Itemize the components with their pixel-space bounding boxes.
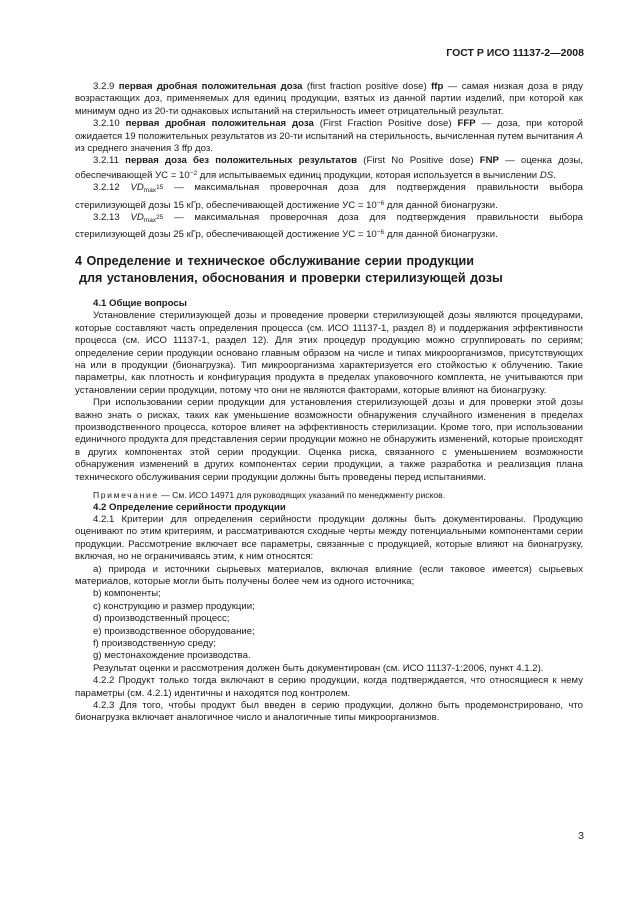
paragraph: 4.2.2 Продукт только тогда включают в серию продукции, когда подтверждается, что относящиеся к нему параметры (см. 4.2.1) идентичны и находятся под контролем. <box>75 675 583 699</box>
definition-number: 3.2.10 <box>93 118 126 130</box>
definition-number: 3.2.12 <box>93 182 131 194</box>
note <box>75 489 583 501</box>
vd-sub-value: 15 <box>156 184 164 192</box>
definition-text: . <box>553 169 556 181</box>
definition-variable: A <box>576 130 583 142</box>
definition-text: для данной бионагрузки. <box>384 229 498 241</box>
paragraph: Установление стерилизующей дозы и проведение проверки стерилизующей дозы являются процедурами, которые составляют часть определения процесса (см. ИСО 11137-1, раздел 8) и поддержания эффективности процесса (см. ИСО 11137-1, раздел 12). Для этих процедур продукцию можно сгруппировать по сериям; определение серии продукции основано главным образом на числе и типах микроорганизмов, присутствующих на или в продукции (бионагрузка). Тип микроорганизма характеризуется его стойкостью к облучению. Такие параметры, как плотность и конфигурация продукта в пределах упаковочного комплекта, не учитываются при установлении серии продукции, потому что они не являются факторами, которые влияют на бионагрузку. <box>75 310 583 396</box>
paragraph: 4.2.1 Критерии для определения серийности продукции должны быть документированы. Продукцию оценивают по этим критериям, и рассматриваются сходные черты между потенциальными компонентами серии продукции. Рассмотрение включает все параметры, связанные с продукцией, которые влияют на бионагрузку, включая, но не ограничиваясь этим, к ним относятся: <box>75 513 583 563</box>
section-4-title <box>75 253 583 287</box>
list-item: g) местонахождение производства. <box>93 650 251 662</box>
definition-term: первая дробная положительная доза <box>118 81 303 92</box>
definition-term: первая доза без положительных результатов <box>125 155 358 167</box>
list-item: d) производственный процесс; <box>93 613 230 625</box>
definition-variable: DS <box>539 169 554 181</box>
definition-text: — максимальная проверочная доза для подтверждения правильности выбора стерилизующей дозы 25 кГр, обеспечивающей достижение УС = 10 <box>75 212 583 241</box>
definition-3-2-11 <box>75 155 583 182</box>
document-header: ГОСТ Р ИСО 11137-2—2008 <box>446 47 584 59</box>
definition-text: для испытываемых единиц продукции, которая используется в вычислении <box>197 169 540 181</box>
subsection-4-2-heading: 4.2 Определение серийности продукции <box>93 501 286 513</box>
definition-number: 3.2.13 <box>93 212 131 224</box>
paragraph: При использовании серии продукции для установления стерилизующей дозы и для проверки этой дозы важно знать о рисках, таких как уменьшение возможности обнаружения случайного изменения в пределах производственного процесса, которое влияет на эффективность стерилизации. Кроме того, при использовании единичного продукта для представления серии продукции можно не обнаружить изменений, которые происходят в других компонентах этой серии продукции. Оценка риска, связанного с уменьшением возможности обнаружения изменений в других компонентах серии продукции, а также разработка и реализация плана технического обслуживания серии продукции должны быть проведены перед испытаниями. <box>75 397 583 483</box>
definition-3-2-12 <box>75 182 583 212</box>
definition-3-2-10 <box>75 118 583 155</box>
exponent: −6 <box>376 199 385 207</box>
note-label: Примечание <box>93 490 159 501</box>
note-text: — См. ИСО 14971 для руководящих указаний по менеджменту рисков. <box>158 490 446 501</box>
definition-term: первая дробная положительная доза <box>125 118 314 130</box>
vd-subscript <box>143 184 164 195</box>
definition-text: — оценка дозы, обеспечивающей УС = 10 <box>75 155 583 181</box>
vd-symbol: VD <box>130 212 144 224</box>
definition-abbr: FNP <box>479 155 499 167</box>
definition-text: — доза, при которой ожидается 19 положительных результатов из 20-ти испытаний на стерильность, вычисленная путем вычитания <box>75 118 584 142</box>
vd-subscript <box>143 214 164 225</box>
paragraph: 4.2.3 Для того, чтобы продукт был введен в серию продукции, должно быть продемонстрировано, что бионагрузка включает аналогичное число и аналогичные типы микроорганизмов. <box>75 700 583 724</box>
section-title-line-2: для установления, обоснования и проверки стерилизующей дозы <box>79 271 503 285</box>
definition-text: — самая низкая доза в ряду возрастающих доз, применяемых для единиц продукции, взятых из данной партии изделий, при которой как минимум одно из 20-ти однаковых испытаний на стерильность имеет отрицательный результат. <box>75 81 583 117</box>
list-item: c) конструкцию и размер продукции; <box>93 600 255 612</box>
exponent: −6 <box>376 229 385 237</box>
definition-text: для данной бионагрузки. <box>384 199 498 211</box>
definition-3-2-9 <box>75 81 583 118</box>
paragraph: Результат оценки и рассмотрения должен быть документирован (см. ИСО 11137-1:2006, пункт 4.1.2). <box>93 662 544 674</box>
list-item: e) производственное оборудование; <box>93 625 255 637</box>
subsection-4-1-heading: 4.1 Общие вопросы <box>93 298 187 309</box>
definition-abbr: ffp <box>431 81 444 92</box>
definition-number: 3.2.9 <box>93 81 119 92</box>
definition-text: — максимальная проверочная доза для подтверждения правильности выбора стерилизующей дозы 15 кГр, обеспечивающей достижение УС = 10 <box>75 182 583 211</box>
definition-abbr: FFP <box>457 118 476 130</box>
vd-sub-value: 25 <box>156 214 164 222</box>
definition-text: из среднего значения 3 ffp доз. <box>75 143 213 155</box>
definition-english: (first fraction positive dose) <box>302 81 432 92</box>
vd-sub-max: max <box>143 217 157 225</box>
list-item: f) производственную среду; <box>93 637 216 649</box>
exponent: −2 <box>189 169 198 177</box>
definition-english: (First Fraction Positive dose) <box>313 118 458 130</box>
definitions-block <box>75 81 583 242</box>
list-item: b) компоненты; <box>93 588 161 600</box>
section-4-body <box>75 298 583 725</box>
page-number: 3 <box>578 830 584 842</box>
section-title-line-1: 4 Определение и техническое обслуживание серии продукции <box>75 254 474 268</box>
list-item: a) природа и источники сырьевых материалов, включая влияние (если таковое имеется) сырьевых материалов, которые могли быть получены более чем из одного источника; <box>75 563 583 587</box>
vd-sub-max: max <box>143 187 157 195</box>
vd-symbol: VD <box>130 182 144 194</box>
definition-english: (First No Positive dose) <box>357 155 480 167</box>
definition-3-2-13 <box>75 212 583 242</box>
definition-number: 3.2.11 <box>93 155 126 167</box>
